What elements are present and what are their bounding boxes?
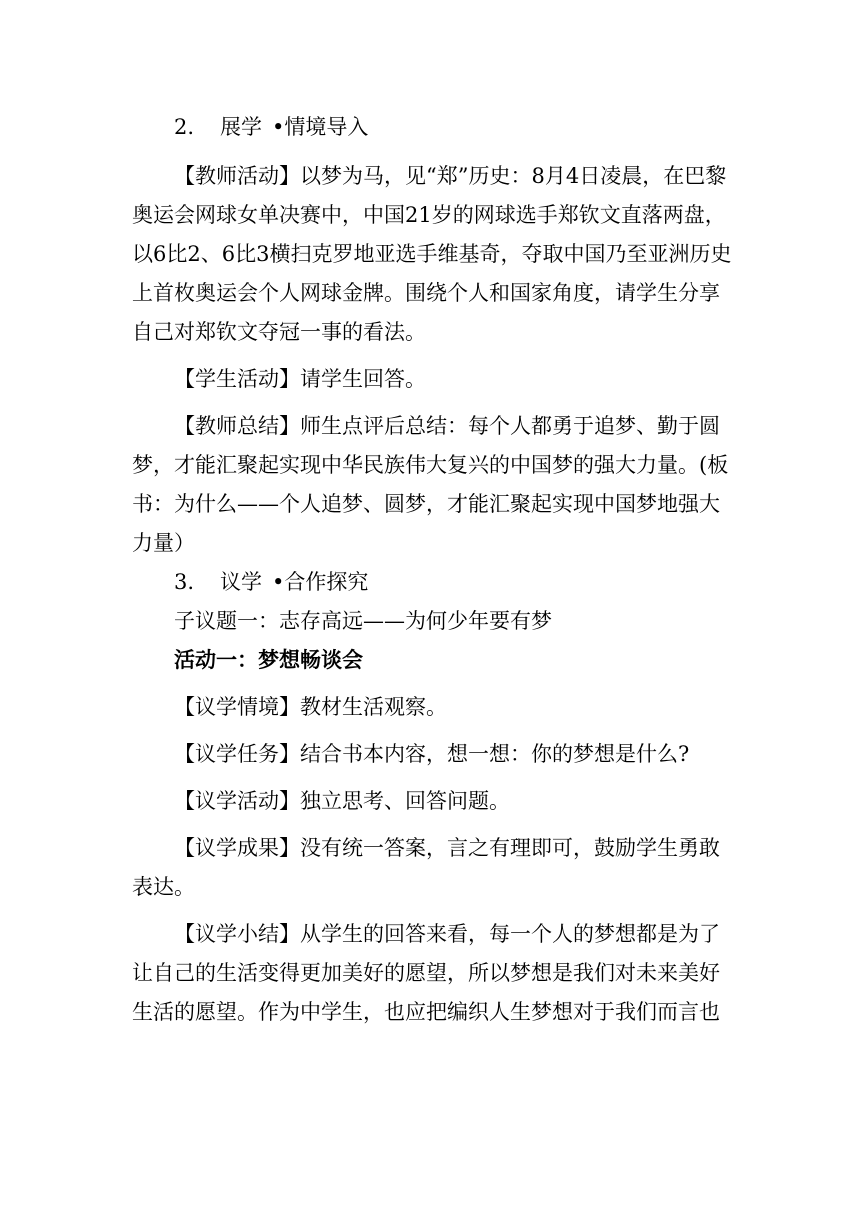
section-number: 2. [174, 115, 195, 139]
document-body [132, 108, 732, 1032]
section-heading-3 [132, 563, 732, 602]
section-title-part-a: 议学 [220, 570, 262, 594]
section-title-part-b: •合作探究 [272, 570, 369, 594]
situation-paragraph: 【议学情境】教材生活观察。 [174, 695, 447, 719]
task-paragraph: 【议学任务】结合书本内容，想一想：你的梦想是什么? [174, 742, 690, 766]
section-number: 3. [174, 570, 195, 594]
section-heading-2 [132, 108, 732, 147]
teacher-summary-paragraph: 【教师总结】师生点评后总结：每个人都勇于追梦、勤于圆梦，才能汇聚起实现中华民族伟大复兴的中国梦的强大力量。(板书：为什么——个人追梦、圆梦，才能汇聚起实现中国梦地强大力量） [132, 414, 729, 555]
result-paragraph: 【议学成果】没有统一答案，言之有理即可，鼓励学生勇敢表达。 [132, 836, 720, 899]
activity-paragraph: 【议学活动】独立思考、回答问题。 [174, 789, 510, 813]
student-activity-paragraph: 【学生活动】请学生回答。 [174, 367, 426, 391]
section-title-part-b: •情境导入 [272, 115, 369, 139]
summary-paragraph: 【议学小结】从学生的回答来看，每一个人的梦想都是为了让自己的生活变得更加美好的愿望，所以梦想是我们对未来美好生活的愿望。作为中学生，也应把编织人生梦想对于我们而言也 [132, 922, 720, 1024]
sub-topic-heading: 子议题一：志存高远——为何少年要有梦 [174, 609, 552, 633]
teacher-activity-paragraph: 【教师活动】以梦为马，见“郑”历史：8月4日凌晨，在巴黎奥运会网球女单决赛中，中国21岁的网球选手郑钦文直落两盘，以6比2、6比3横扫克罗地亚选手维基奇，夺取中国乃至亚洲历史上首枚奥运会个人网球金牌。围绕个人和国家角度，请学生分享自己对郑钦文夺冠一事的看法。 [132, 164, 732, 344]
activity-title: 活动一：梦想畅谈会 [174, 648, 363, 672]
section-title-part-a: 展学 [220, 115, 262, 139]
